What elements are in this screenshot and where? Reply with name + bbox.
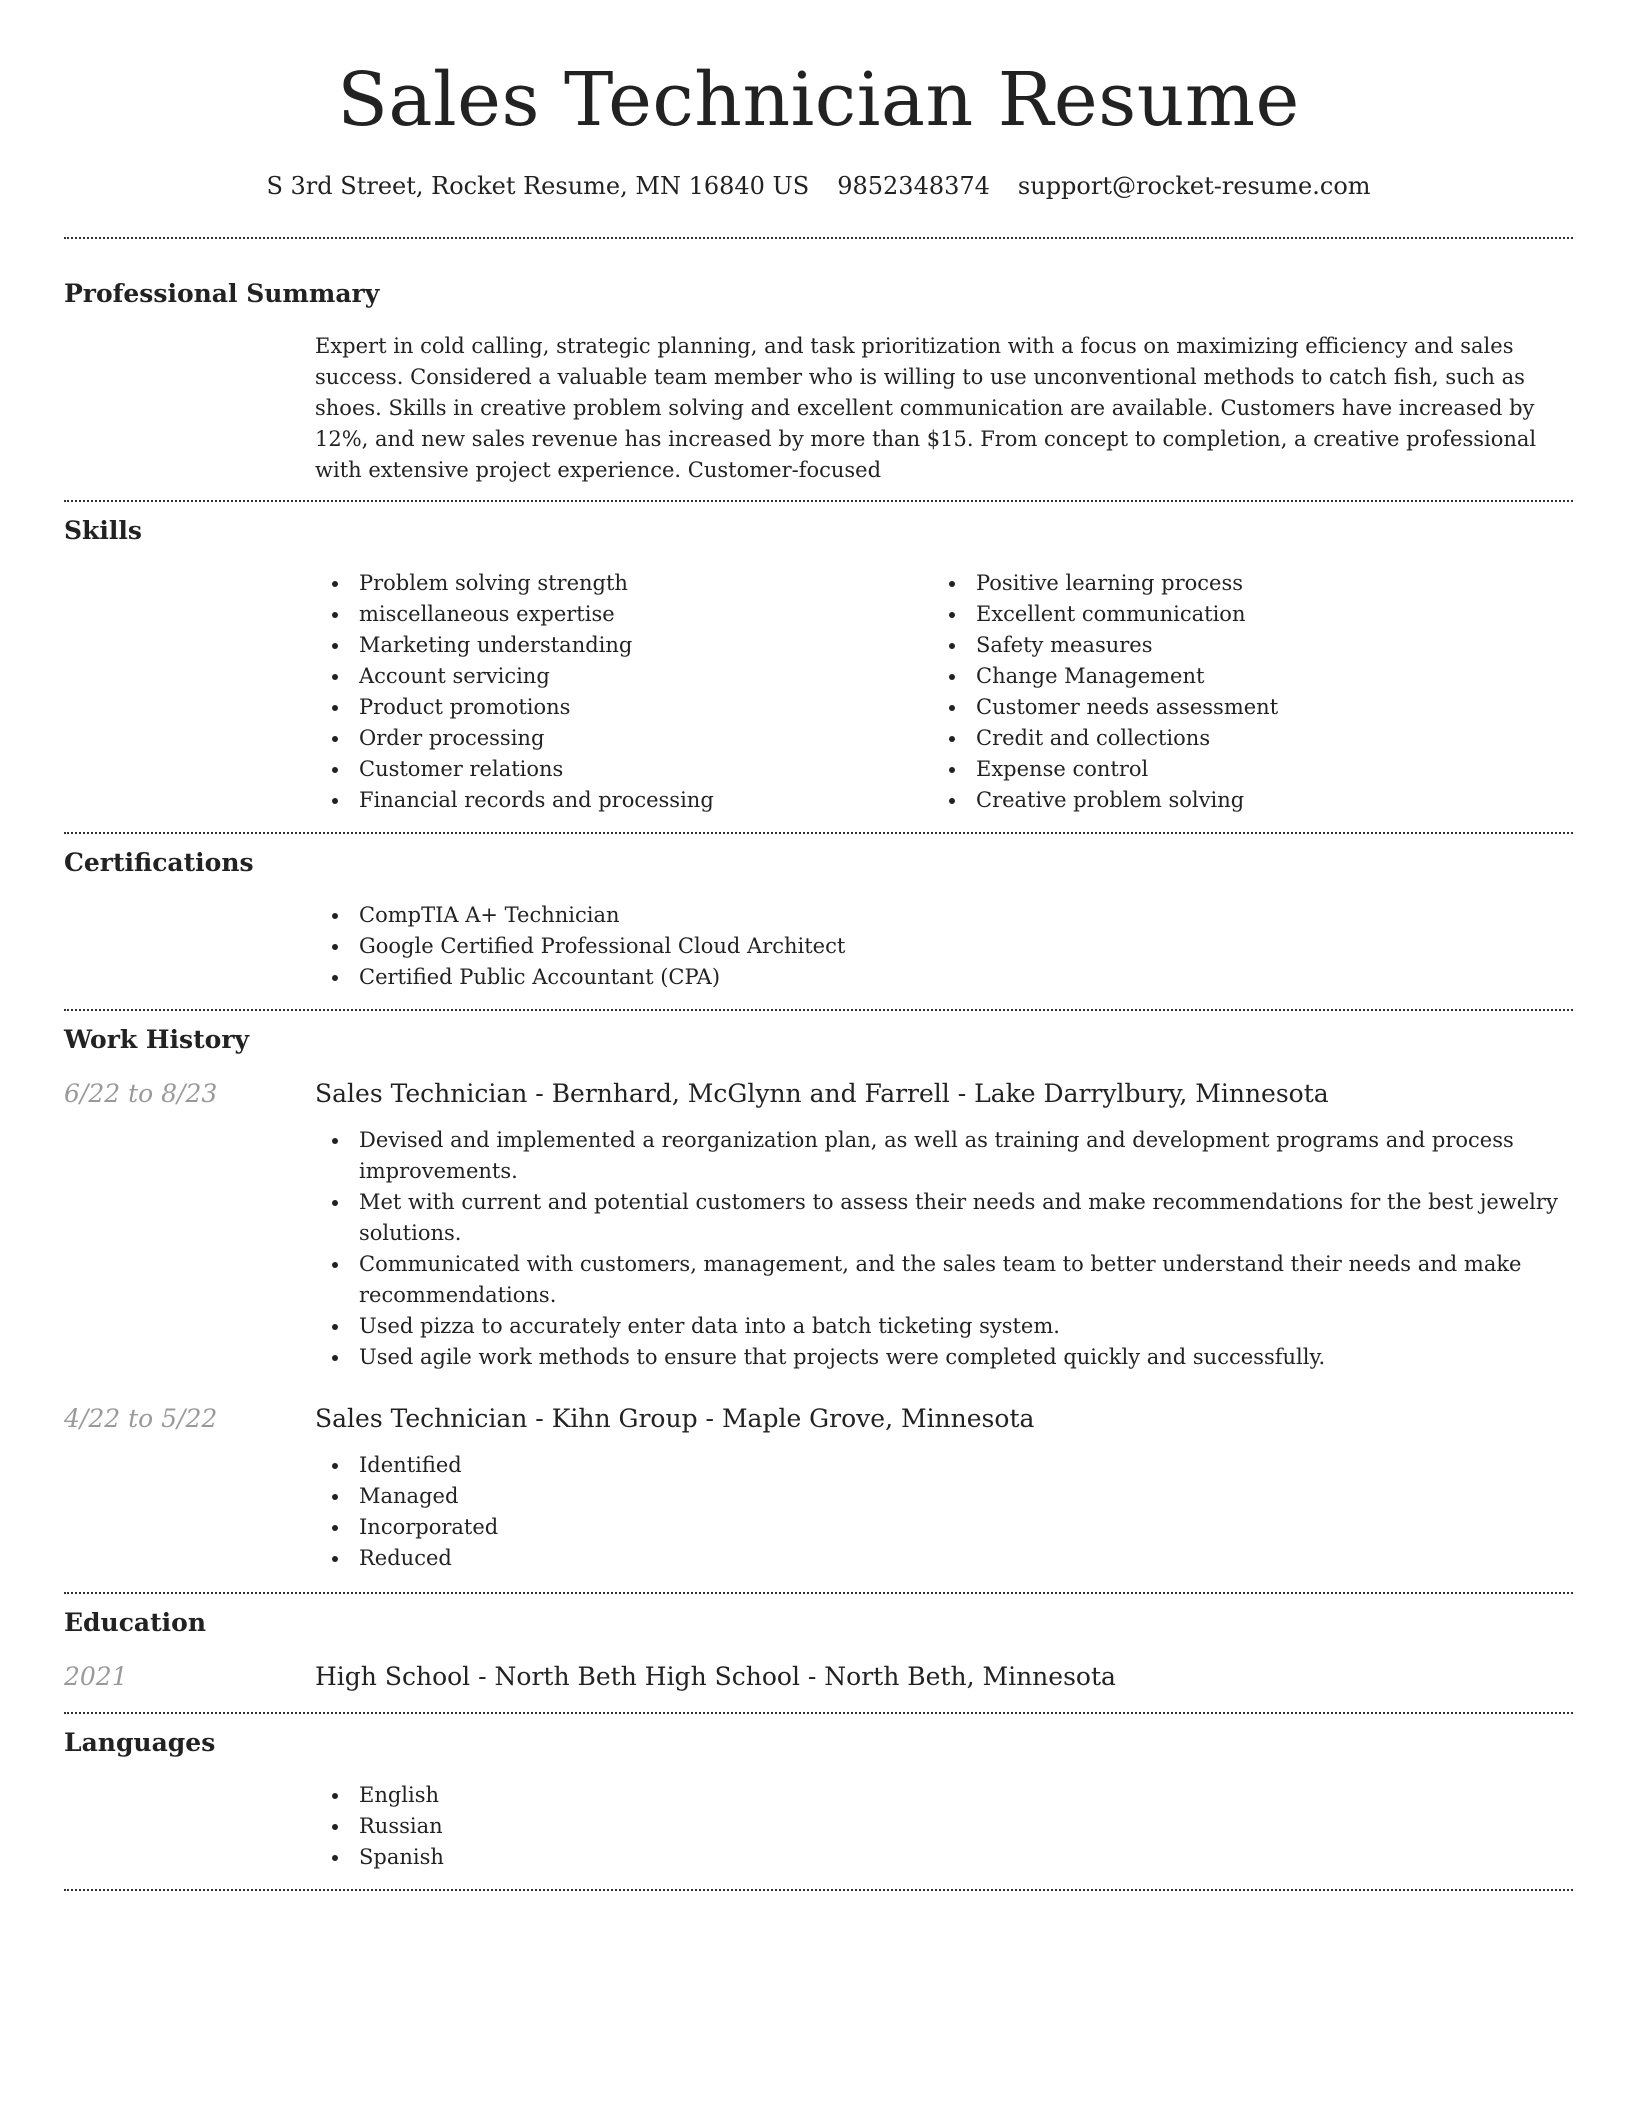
skill-item: Product promotions <box>359 692 932 723</box>
language-item: Russian <box>359 1811 1573 1842</box>
certifications-heading: Certifications <box>64 848 254 877</box>
education-heading: Education <box>64 1608 207 1637</box>
skills-heading: Skills <box>64 516 142 545</box>
contact-address: S 3rd Street, Rocket Resume, MN 16840 US <box>266 172 810 200</box>
divider <box>64 1889 1573 1891</box>
job-company: Kihn Group <box>551 1404 698 1433</box>
job-role: Sales Technician <box>315 1079 528 1108</box>
job-bullet: Reduced <box>359 1543 1573 1574</box>
contact-phone: 9852348374 <box>837 172 990 200</box>
job-bullet: Devised and implemented a reorganization plan, as well as training and development programs and process improvements. <box>359 1125 1573 1187</box>
skill-item: Customer needs assessment <box>976 692 1549 723</box>
certifications-section <box>64 834 1573 993</box>
skill-item: Positive learning process <box>976 568 1549 599</box>
work-history-heading: Work History <box>64 1025 250 1054</box>
skill-item: Credit and collections <box>976 723 1549 754</box>
work-history-section <box>64 1011 1573 1574</box>
job-bullet: Met with current and potential customers to assess their needs and make recommendations for the best jewelry solutions. <box>359 1187 1573 1249</box>
separator: - <box>799 1662 825 1691</box>
resume-page <box>64 0 1573 1891</box>
skill-item: Creative problem solving <box>976 785 1549 816</box>
job-dates: 6/22 to 8/23 <box>64 1079 218 1108</box>
language-item: English <box>359 1780 1573 1811</box>
job-role: Sales Technician <box>315 1404 528 1433</box>
job-bullet: Managed <box>359 1481 1573 1512</box>
separator: - <box>949 1079 975 1108</box>
skills-section <box>64 502 1573 816</box>
job-entry <box>64 1402 1573 1574</box>
skill-item: Order processing <box>359 723 932 754</box>
contact-line <box>64 168 1573 204</box>
job-bullet: Used pizza to accurately enter data into a batch ticketing system. <box>359 1311 1573 1342</box>
job-entry <box>64 1077 1573 1373</box>
languages-heading: Languages <box>64 1728 216 1757</box>
job-bullet: Incorporated <box>359 1512 1573 1543</box>
job-bullet: Communicated with customers, management, and the sales team to better understand their needs and make recommendations. <box>359 1249 1573 1311</box>
job-dates: 4/22 to 5/22 <box>64 1404 218 1433</box>
skill-item: Excellent communication <box>976 599 1549 630</box>
languages-section <box>64 1714 1573 1873</box>
separator: - <box>470 1662 495 1691</box>
skill-item: Account servicing <box>359 661 932 692</box>
job-company: Bernhard, McGlynn and Farrell <box>551 1079 950 1108</box>
separator: - <box>527 1404 552 1433</box>
skill-item: Safety measures <box>976 630 1549 661</box>
skill-item: Customer relations <box>359 754 932 785</box>
resume-title: Sales Technician Resume <box>337 57 1300 143</box>
skills-column-left <box>315 568 932 816</box>
summary-heading: Professional Summary <box>64 279 380 308</box>
skills-column-right <box>932 568 1549 816</box>
education-degree: High School <box>315 1662 471 1691</box>
skill-item: Marketing understanding <box>359 630 932 661</box>
certification-item: Google Certified Professional Cloud Architect <box>359 931 1573 962</box>
contact-email: support@rocket-resume.com <box>1017 172 1371 200</box>
education-school: North Beth High School <box>494 1662 800 1691</box>
summary-section <box>64 239 1573 486</box>
education-entry <box>64 1660 1573 1694</box>
education-year: 2021 <box>64 1662 128 1691</box>
education-section <box>64 1594 1573 1694</box>
skill-item: Expense control <box>976 754 1549 785</box>
job-bullet: Used agile work methods to ensure that projects were completed quickly and successfully. <box>359 1342 1573 1373</box>
education-heading-line <box>315 1660 1573 1694</box>
resume-header <box>64 0 1573 204</box>
skill-item: Financial records and processing <box>359 785 932 816</box>
summary-text: Expert in cold calling, strategic planning, and task prioritization with a focus on maximizing efficiency and sales success. Considered a valuable team member who is willing to use unconventional methods to catch fish, such as shoes. Skills in creative problem solving and excellent communication are available. Customers have increased by 12%, and new sales revenue has increased by more than $15. From concept to completion, a creative professional with extensive project experience. Customer-focused <box>315 334 1537 482</box>
separator: - <box>527 1079 552 1108</box>
skill-item: Change Management <box>976 661 1549 692</box>
skill-item: Problem solving strength <box>359 568 932 599</box>
skill-item: miscellaneous expertise <box>359 599 932 630</box>
education-location: North Beth, Minnesota <box>824 1662 1116 1691</box>
job-bullet: Identified <box>359 1450 1573 1481</box>
certification-item: CompTIA A+ Technician <box>359 900 1573 931</box>
language-item: Spanish <box>359 1842 1573 1873</box>
separator: - <box>697 1404 722 1433</box>
job-location: Maple Grove, Minnesota <box>721 1404 1035 1433</box>
job-heading <box>315 1077 1573 1111</box>
certification-item: Certified Public Accountant (CPA) <box>359 962 1573 993</box>
job-location: Lake Darrylbury, Minnesota <box>974 1079 1329 1108</box>
job-heading <box>315 1402 1573 1436</box>
